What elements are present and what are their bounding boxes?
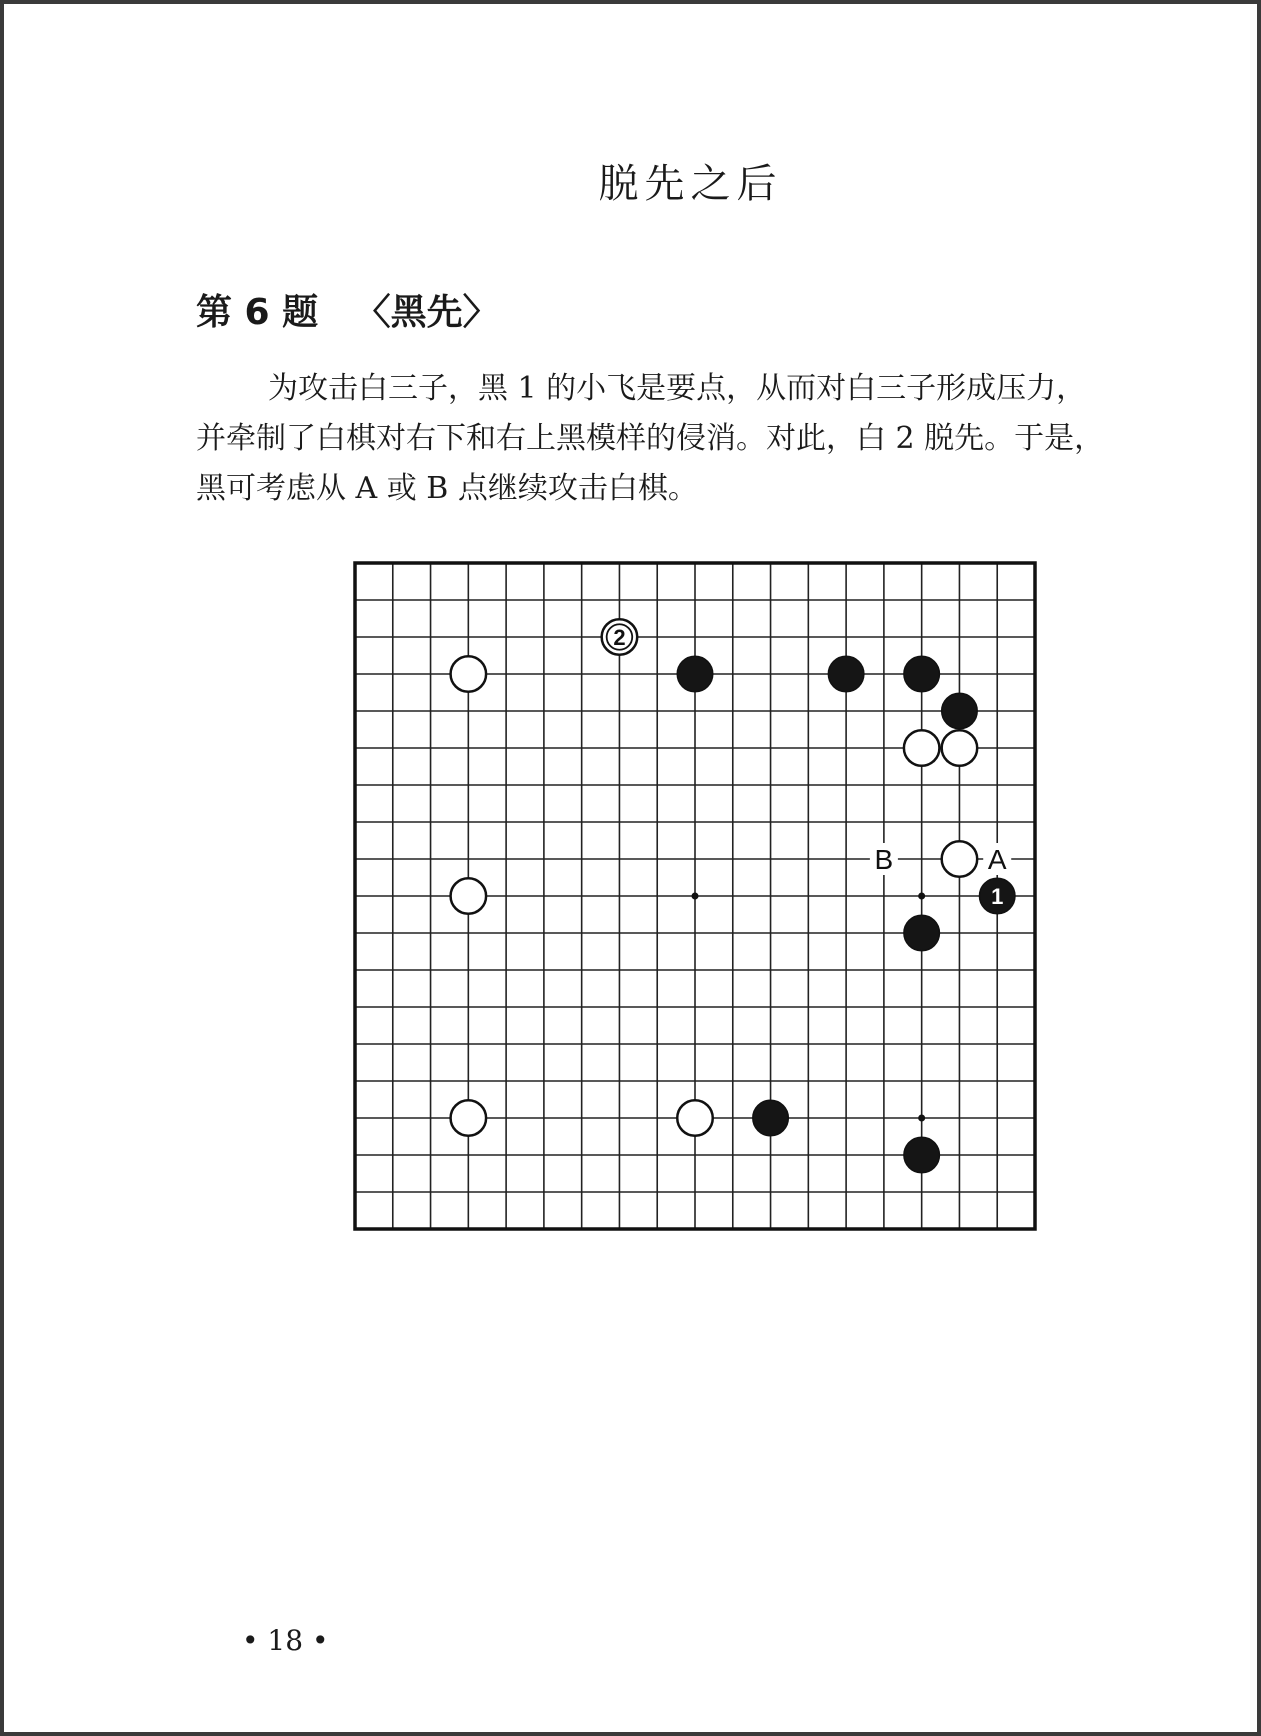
white-stone: [942, 730, 978, 766]
problem-heading: [196, 284, 499, 335]
black-stone: [942, 693, 978, 729]
black-stone: [904, 915, 940, 951]
problem-description: [196, 364, 1201, 514]
problem-number: 第 6 题: [196, 292, 319, 333]
paragraph-line-2: 并牵制了白棋对右下和右上黑模样的侵消。对此，白 2 脱先。于是，: [196, 421, 1105, 456]
problem-side: 〈黑先〉: [354, 292, 499, 333]
black-stone: [904, 656, 940, 692]
white-stone: [451, 1100, 487, 1136]
hoshi-point: [918, 1115, 925, 1122]
page-number: • 18 •: [242, 1624, 329, 1657]
stone-number-2: 2: [613, 625, 626, 650]
mark-b: B: [874, 844, 894, 875]
white-stone: [677, 1100, 713, 1136]
white-stone: [942, 841, 978, 877]
white-stone: [451, 656, 487, 692]
hoshi-point: [692, 893, 699, 900]
black-stone: [828, 656, 864, 692]
white-stone: [904, 730, 940, 766]
mark-a: A: [987, 844, 1007, 875]
hoshi-point: [918, 893, 925, 900]
go-board-diagram: [352, 560, 1038, 1232]
black-stone: [753, 1100, 789, 1136]
paragraph-line-1: 为攻击白三子，黑 1 的小飞是要点，从而对白三子形成压力，: [268, 371, 1087, 406]
white-stone: [451, 878, 487, 914]
black-stone: [677, 656, 713, 692]
black-stone: [904, 1137, 940, 1173]
stone-number-1: 1: [991, 884, 1004, 909]
paragraph-line-3: 黑可考虑从 A 或 B 点继续攻击白棋。: [196, 471, 698, 506]
chapter-title: 脱先之后: [598, 161, 783, 207]
